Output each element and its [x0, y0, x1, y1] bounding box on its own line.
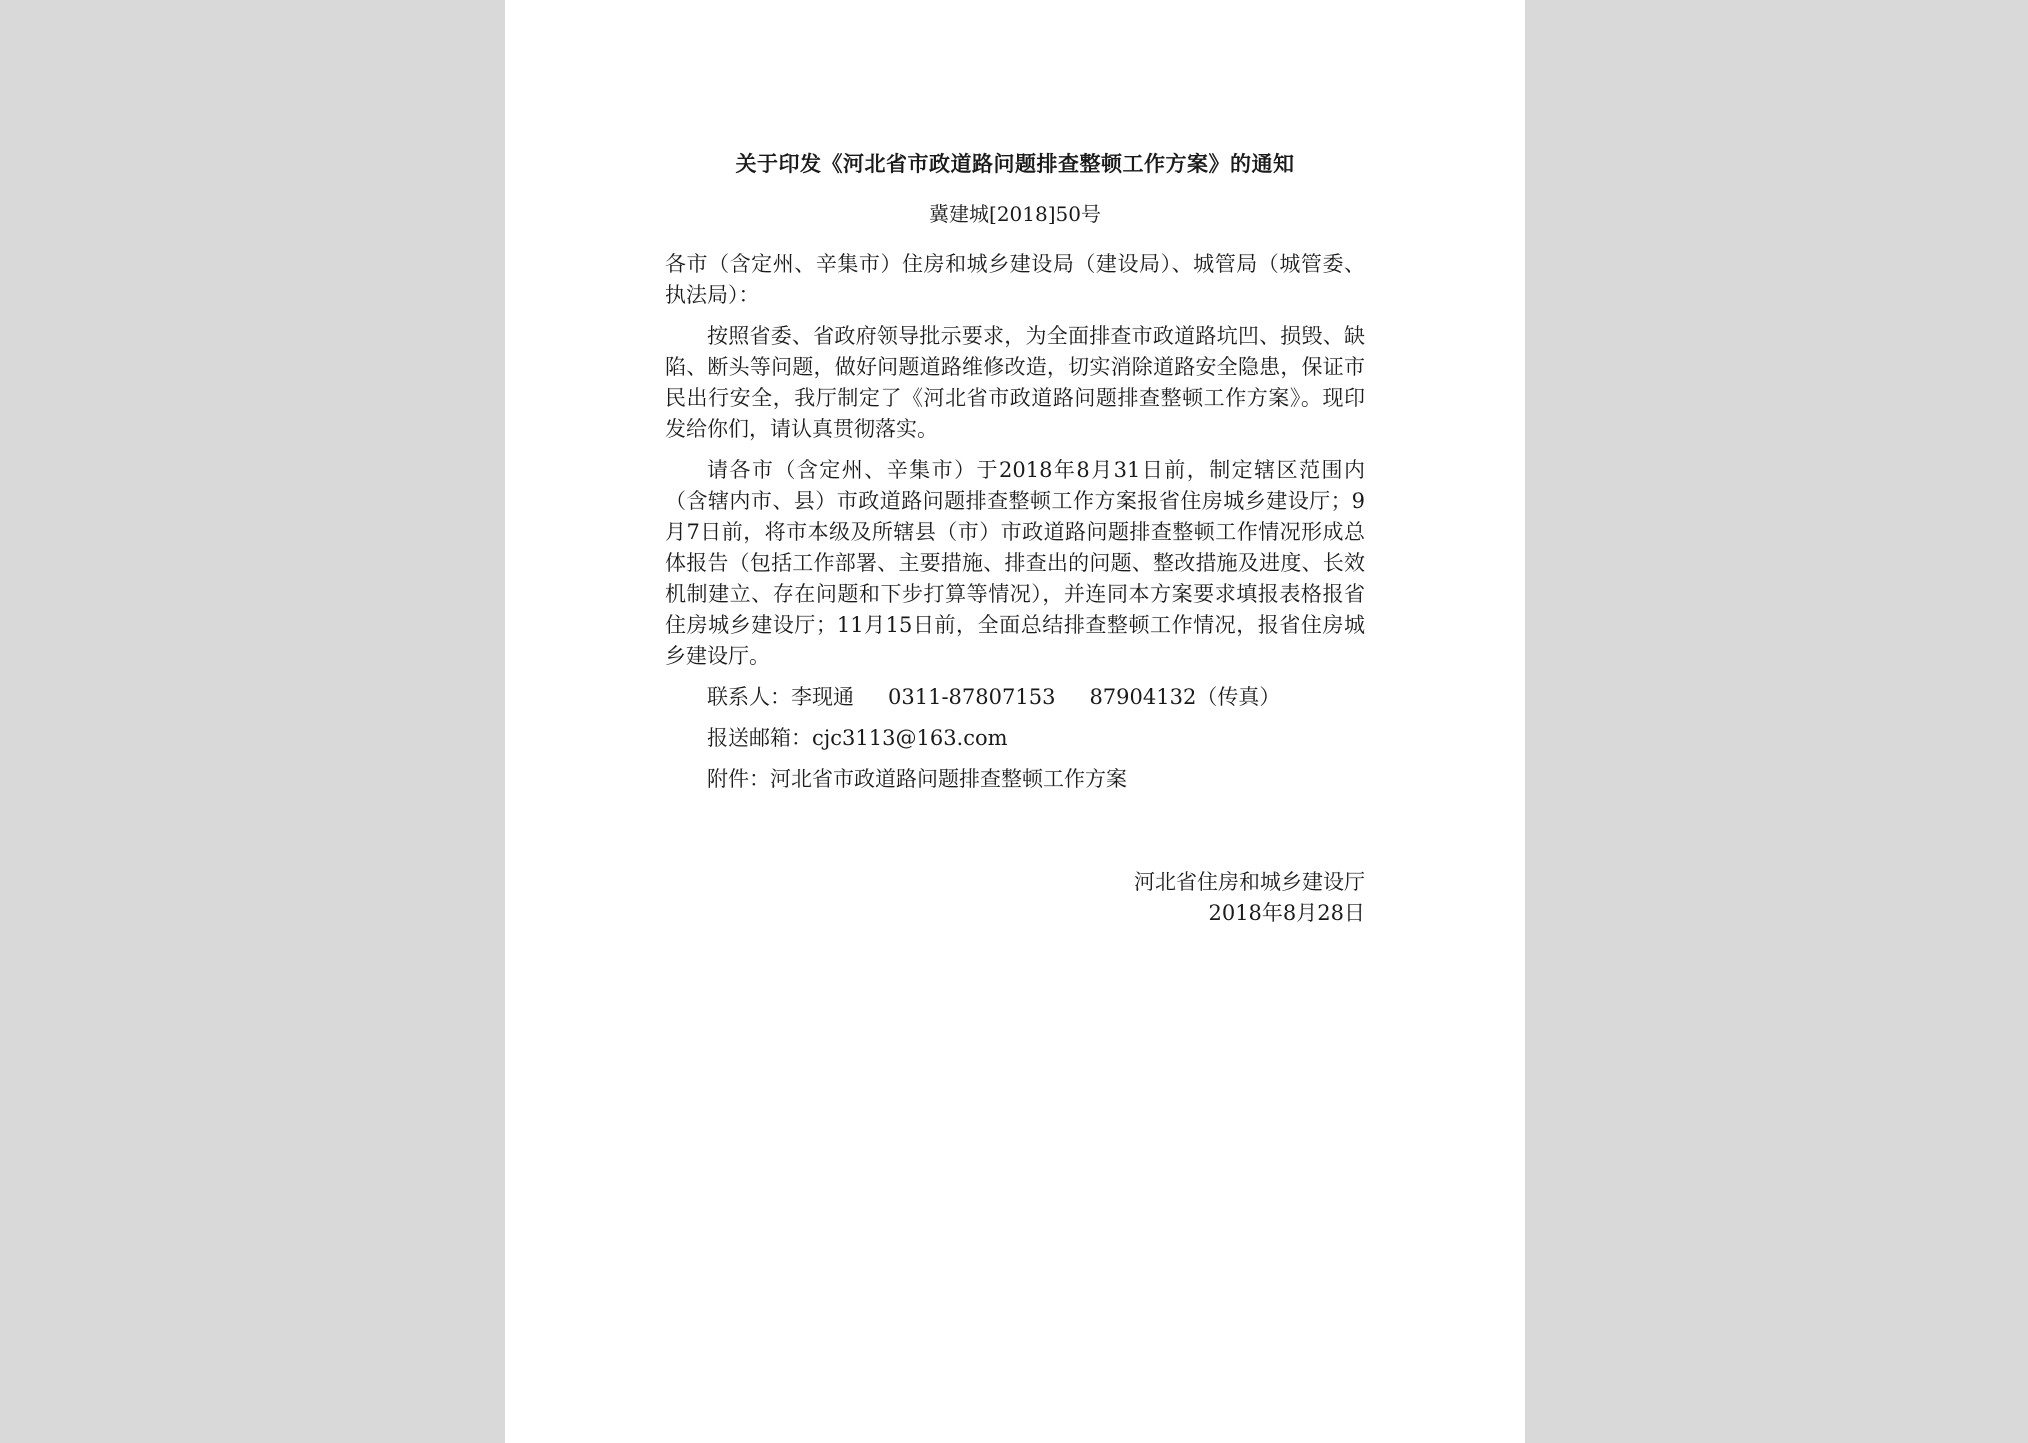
signature-block [665, 867, 1365, 947]
contact-line [665, 682, 1365, 713]
document-title: 关于印发《河北省市政道路问题排查整顿工作方案》的通知 [735, 151, 1295, 176]
signature-date: 2018年8月28日 [1208, 901, 1365, 925]
document-number: 冀建城[2018]50号 [929, 202, 1101, 226]
contact-phone: 0311-87807153 [888, 685, 1056, 709]
signature-org: 河北省住房和城乡建设厅 [1134, 870, 1365, 894]
signature [1134, 867, 1365, 929]
paragraph-2: 请各市（含定州、辛集市）于2018年8月31日前，制定辖区范围内（含辖内市、县）市政道路问题排查整顿工作方案报省住房城乡建设厅；9月7日前，将市本级及所辖县（市）市政道路问题排查整顿工作情况形成总体报告（包括工作部署、主要措施、排查出的问题、整改措施及进度、长效机制建立、存在问题和下步打算等情况），并连同本方案要求填报表格报省住房城乡建设厅；11月15日前，全面总结排查整顿工作情况，报省住房城乡建设厅。 [665, 458, 1365, 668]
recipients: 各市（含定州、辛集市）住房和城乡建设局（建设局）、城管局（城管委、执法局）： [665, 252, 1365, 307]
paragraph-1: 按照省委、省政府领导批示要求，为全面排查市政道路坑凹、损毁、缺陷、断头等问题，做好问题道路维修改造，切实消除道路安全隐患，保证市民出行安全，我厅制定了《河北省市政道路问题排查整顿工作方案》。现印发给你们，请认真贯彻落实。 [665, 324, 1365, 441]
contact-person: 联系人：李现通 [707, 685, 854, 709]
document-page [505, 0, 1525, 1443]
document-body [665, 145, 1365, 947]
attachment-line: 附件：河北省市政道路问题排查整顿工作方案 [707, 767, 1127, 791]
email-line: 报送邮箱：cjc3113@163.com [707, 726, 1008, 750]
contact-fax: 87904132（传真） [1089, 685, 1281, 709]
